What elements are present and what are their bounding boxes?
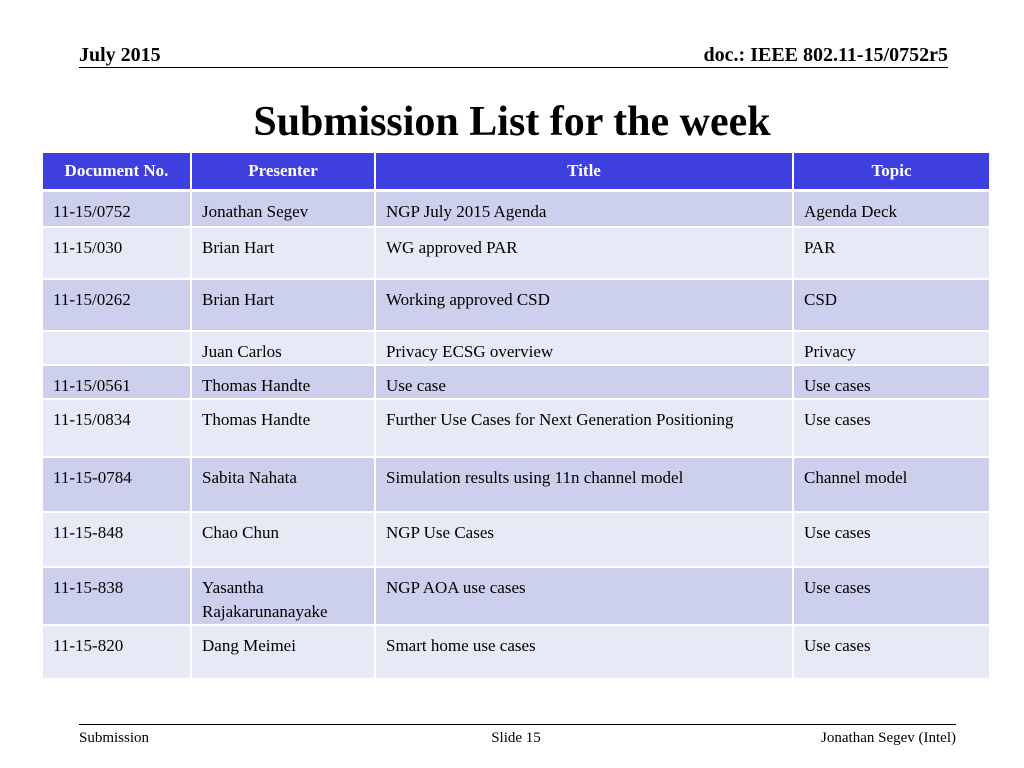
cell-topic: PAR	[793, 227, 989, 279]
cell-topic: Privacy	[793, 331, 989, 365]
cell-title: NGP July 2015 Agenda	[375, 191, 793, 227]
cell-title: Use case	[375, 365, 793, 399]
cell-title: Further Use Cases for Next Generation Positioning	[375, 399, 793, 457]
footer-submission: Submission	[79, 730, 150, 746]
cell-document-no: 11-15-820	[43, 625, 191, 679]
table-row	[43, 227, 989, 279]
footer-divider	[79, 724, 956, 725]
cell-title: Simulation results using 11n channel model	[375, 457, 793, 512]
cell-document-no: 11-15-838	[43, 567, 191, 625]
header-topic: Topic	[793, 153, 989, 191]
cell-presenter: Thomas Handte	[191, 399, 375, 457]
cell-title: Privacy ECSG overview	[375, 331, 793, 365]
header-title: Title	[375, 153, 793, 191]
cell-document-no: 11-15/030	[43, 227, 191, 279]
cell-presenter: Chao Chun	[191, 512, 375, 567]
cell-presenter: Dang Meimei	[191, 625, 375, 679]
table-row	[43, 399, 989, 457]
cell-topic: Use cases	[793, 512, 989, 567]
cell-document-no: 11-15/0262	[43, 279, 191, 331]
cell-topic: Agenda Deck	[793, 191, 989, 227]
table-row	[43, 512, 989, 567]
cell-topic: Use cases	[793, 399, 989, 457]
cell-document-no: 11-15/0752	[43, 191, 191, 227]
cell-title: NGP Use Cases	[375, 512, 793, 567]
submission-table	[43, 153, 989, 680]
header-doc-id: doc.: IEEE 802.11-15/0752r5	[703, 44, 948, 66]
cell-title: Working approved CSD	[375, 279, 793, 331]
cell-presenter: Brian Hart	[191, 279, 375, 331]
cell-topic: CSD	[793, 279, 989, 331]
cell-topic: Channel model	[793, 457, 989, 512]
cell-presenter: Juan Carlos	[191, 331, 375, 365]
footer-slide-number: Slide 15	[491, 730, 541, 746]
cell-document-no: 11-15-848	[43, 512, 191, 567]
cell-topic: Use cases	[793, 625, 989, 679]
cell-title: NGP AOA use cases	[375, 567, 793, 625]
table-row	[43, 331, 989, 365]
cell-presenter: Sabita Nahata	[191, 457, 375, 512]
table-row	[43, 191, 989, 227]
table-row	[43, 365, 989, 399]
header-date: July 2015	[79, 44, 161, 66]
cell-presenter: Thomas Handte	[191, 365, 375, 399]
cell-title: Smart home use cases	[375, 625, 793, 679]
header-divider	[79, 67, 948, 68]
footer-author: Jonathan Segev (Intel)	[821, 730, 956, 746]
table-row	[43, 279, 989, 331]
cell-document-no: 11-15/0561	[43, 365, 191, 399]
table-row	[43, 457, 989, 512]
header-presenter: Presenter	[191, 153, 375, 191]
table-row	[43, 625, 989, 679]
cell-topic: Use cases	[793, 365, 989, 399]
table-header-row	[43, 153, 989, 191]
table-row	[43, 567, 989, 625]
cell-topic: Use cases	[793, 567, 989, 625]
cell-document-no: 11-15/0834	[43, 399, 191, 457]
cell-presenter: Brian Hart	[191, 227, 375, 279]
cell-presenter: Yasantha Rajakarunanayake	[191, 567, 375, 625]
cell-title: WG approved PAR	[375, 227, 793, 279]
cell-presenter: Jonathan Segev	[191, 191, 375, 227]
cell-document-no	[43, 331, 191, 365]
cell-document-no: 11-15-0784	[43, 457, 191, 512]
header-document-no: Document No.	[43, 153, 191, 191]
slide-title: Submission List for the week	[253, 99, 771, 145]
